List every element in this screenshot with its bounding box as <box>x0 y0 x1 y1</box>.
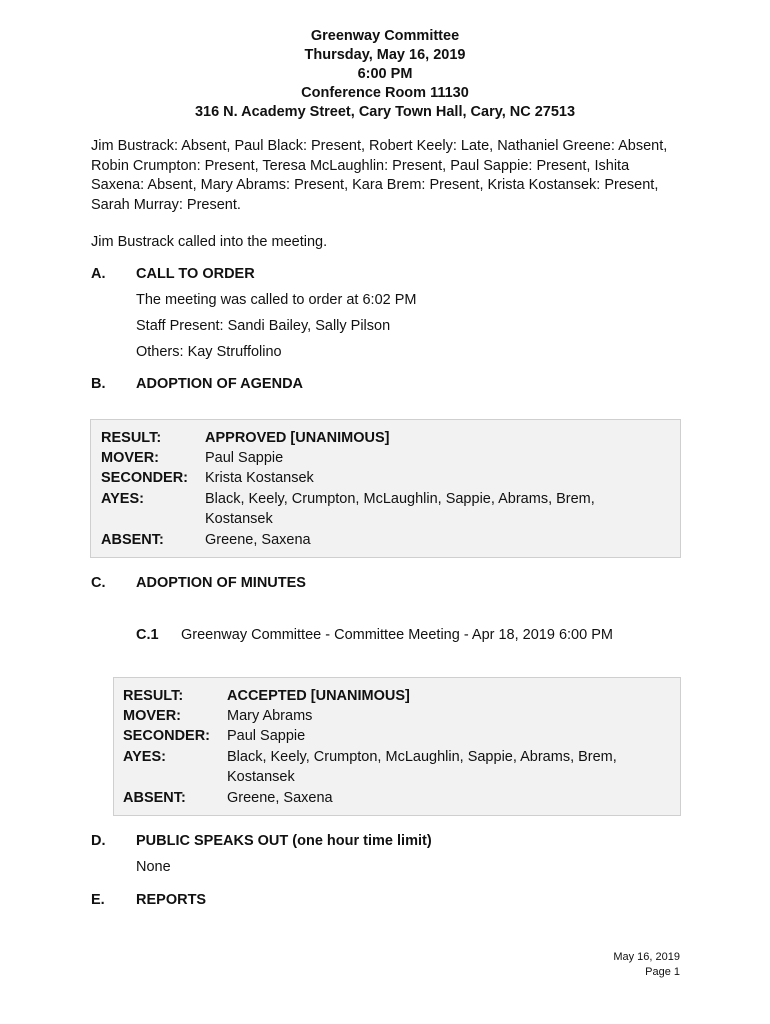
vote-ayes-cont: Kostansek <box>205 511 273 527</box>
section-c-heading <box>91 575 306 591</box>
page-footer <box>613 950 680 980</box>
call-to-order-time: The meeting was called to order at 6:02 PM <box>136 292 417 308</box>
meeting-header <box>0 27 770 122</box>
minutes-vote-box <box>113 677 681 816</box>
staff-present: Staff Present: Sandi Bailey, Sally Pilson <box>136 318 391 334</box>
vote-mover: Paul Sappie <box>205 450 284 466</box>
vote-ayes: Black, Keely, Crumpton, McLaughlin, Sappie, Abrams, Brem, <box>227 749 617 765</box>
section-d-heading <box>91 833 432 849</box>
committee-name: Greenway Committee <box>310 28 460 44</box>
others-present: Others: Kay Struffolino <box>136 344 282 360</box>
vote-mover: Mary Abrams <box>227 708 313 724</box>
section-title: PUBLIC SPEAKS OUT (one hour time limit) <box>136 833 432 849</box>
attendance-list: Jim Bustrack: Absent, Paul Black: Present, Robert Keely: Late, Nathaniel Greene: Absent, Robin Crumpton: Present, Teresa McLaughlin: Present, Paul Sappie: Present, Ishita Saxena: Absent, Mary Abrams: Present, Kara Brem: Present, Krista Kostansek: Present, Sarah Murray: Present. <box>91 138 668 213</box>
vote-seconder-row: SECONDER: Paul Sappie <box>123 728 306 744</box>
meeting-room: Conference Room 11130 <box>301 85 469 101</box>
vote-ayes-cont: Kostansek <box>227 769 295 785</box>
section-title: REPORTS <box>136 892 207 908</box>
vote-result: APPROVED [UNANIMOUS] <box>205 430 390 446</box>
section-b-heading <box>91 376 303 392</box>
meeting-date: Thursday, May 16, 2019 <box>304 47 466 63</box>
item-number: C.1 <box>136 627 159 643</box>
item-text: Greenway Committee - Committee Meeting - Apr 18, 2019 6:00 PM <box>181 627 613 643</box>
section-title: CALL TO ORDER <box>136 266 255 282</box>
vote-absent-row: ABSENT: Greene, Saxena <box>101 532 311 548</box>
section-letter: B. <box>91 376 106 392</box>
meeting-time: 6:00 PM <box>357 66 413 82</box>
agenda-vote-box <box>90 419 681 558</box>
vote-seconder-row: SECONDER: Krista Kostansek <box>101 470 314 486</box>
vote-seconder: Krista Kostansek <box>205 470 314 486</box>
attendance-note: Jim Bustrack called into the meeting. <box>91 234 328 250</box>
vote-result: ACCEPTED [UNANIMOUS] <box>227 688 410 704</box>
footer-date: May 16, 2019 <box>613 951 680 963</box>
vote-absent: Greene, Saxena <box>205 532 311 548</box>
vote-absent: Greene, Saxena <box>227 790 333 806</box>
vote-result-row: RESULT: ACCEPTED [UNANIMOUS] <box>123 688 410 704</box>
section-title: ADOPTION OF AGENDA <box>136 376 304 392</box>
page-number: Page 1 <box>645 966 680 978</box>
vote-seconder: Paul Sappie <box>227 728 306 744</box>
meeting-address: 316 N. Academy Street, Cary Town Hall, Cary, NC 27513 <box>194 104 576 120</box>
vote-absent-row: ABSENT: Greene, Saxena <box>123 790 333 806</box>
minutes-item <box>136 627 613 643</box>
section-letter: C. <box>91 575 106 591</box>
vote-mover-row: MOVER: Paul Sappie <box>101 450 284 466</box>
public-speaks-content: None <box>136 859 171 875</box>
section-letter: A. <box>91 266 106 282</box>
section-letter: D. <box>91 833 106 849</box>
vote-ayes-row: AYES: Black, Keely, Crumpton, McLaughlin, Sappie, Abrams, Brem, Kostansek <box>123 749 617 785</box>
vote-mover-row: MOVER: Mary Abrams <box>123 708 313 724</box>
vote-result-row: RESULT: APPROVED [UNANIMOUS] <box>101 430 390 446</box>
section-e-heading <box>91 892 206 908</box>
section-a-heading <box>91 266 255 282</box>
vote-ayes: Black, Keely, Crumpton, McLaughlin, Sappie, Abrams, Brem, <box>205 491 595 507</box>
section-title: ADOPTION OF MINUTES <box>136 575 306 591</box>
section-letter: E. <box>91 892 105 908</box>
vote-ayes-row: AYES: Black, Keely, Crumpton, McLaughlin, Sappie, Abrams, Brem, Kostansek <box>101 491 595 527</box>
